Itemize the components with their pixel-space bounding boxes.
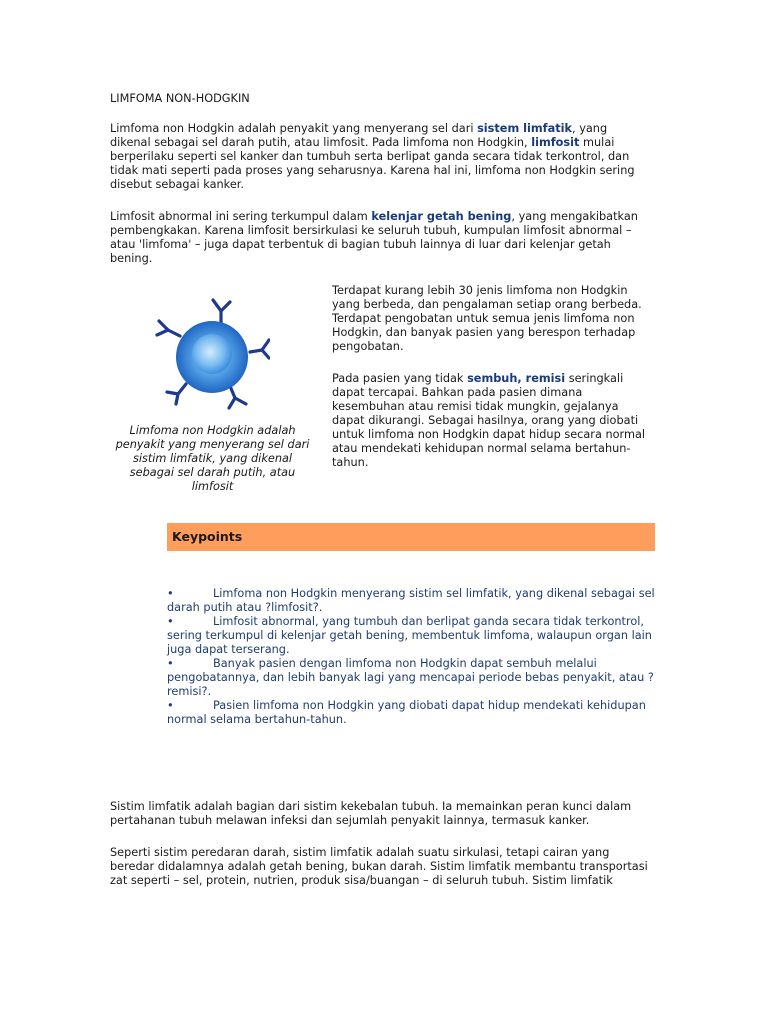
intro-paragraph [110, 122, 650, 192]
text: mulai berperilaku seperti sel kanker dan tumbuh serta berlipat ganda secara tidak terkontrol, dan tidak mati seperti pada proses yang seharusnya. Karena hal ini, limfoma non Hodgkin sering disebut sebagai kanker. [110, 136, 635, 191]
link-limfosit[interactable]: limfosit [531, 136, 580, 149]
text: seringkali dapat tercapai. Bahkan pada pasien dimana kesembuhan atau remisi tidak mungkin, gejalanya dapat dikurangi. Sebagai hasilnya, orang yang diobati untuk limfoma non Hodgkin dapat hidup secara normal atau mendekati kehidupan normal selama bertahun-tahun. [332, 372, 646, 469]
text: Limfosit abnormal ini sering terkumpul dalam [110, 210, 372, 223]
keypoints-list [167, 587, 657, 727]
keypoints-title: Keypoints [172, 529, 243, 544]
link-sembuh[interactable]: sembuh [467, 372, 518, 385]
text: Pada pasien yang tidak [332, 372, 468, 385]
lymphocyte-cell-icon [150, 290, 270, 420]
link-sistem-limfatik[interactable]: sistem limfatik [477, 122, 573, 135]
page-title: LIMFOMA NON-HODGKIN [110, 92, 250, 105]
lymph-node-paragraph [110, 210, 650, 266]
text: , yang mengakibatkan pembengkakan. Karena limfosit bersirkulasi ke seluruh tubuh, kumpulan limfosit abnormal – atau 'limfoma' – juga dapat terbentuk di bagian tubuh lainnya di luar dari kelenjar getah bening. [110, 210, 638, 265]
keypoints-header [167, 523, 655, 551]
link-separator: , [517, 372, 526, 385]
link-kelenjar-getah-bening[interactable]: kelenjar getah bening [371, 210, 512, 223]
bullet-icon: • [167, 587, 174, 600]
remission-paragraph [332, 372, 652, 470]
list-item [167, 699, 657, 727]
figure-caption: Limfoma non Hodgkin adalah penyakit yang menyerang sel dari sistim limfatik, yang dikenal sebagai sel darah putih, atau limfosit [115, 424, 310, 493]
lymphatic-system-paragraph: Sistim limfatik adalah bagian dari sistim kekebalan tubuh. Ia memainkan peran kunci dalam pertahanan tubuh melawan infeksi dan sejumlah penyakit lainnya, termasuk kanker. [110, 800, 632, 827]
list-item-text: Pasien limfoma non Hodgkin yang diobati dapat hidup mendekati kehidupan normal selama bertahun-tahun. [167, 699, 646, 726]
lymphocyte-illustration [150, 290, 270, 420]
bullet-icon: • [167, 615, 174, 628]
text: Limfoma non Hodgkin adalah penyakit yang menyerang sel dari [110, 122, 478, 135]
list-item [167, 587, 657, 615]
bullet-icon: • [167, 699, 174, 712]
text: , yang dikenal sebagai sel darah putih, atau limfosit. Pada limfoma non Hodgkin, [110, 122, 608, 149]
list-item [167, 657, 657, 699]
list-item-text: Limfosit abnormal, yang tumbuh dan berlipat ganda secara tidak terkontrol, sering terkumpul di kelenjar getah bening, membentuk limfoma, walaupun organ lain juga dapat terserang. [167, 615, 652, 656]
list-item-text: Banyak pasien dengan limfoma non Hodgkin dapat sembuh melalui pengobatannya, dan lebih banyak lagi yang mencapai periode bebas penyakit, atau ?remisi?. [167, 657, 654, 698]
bullet-icon: • [167, 657, 174, 670]
circulation-paragraph: Seperti sistim peredaran darah, sistim limfatik adalah suatu sirkulasi, tetapi cairan yang beredar didalamnya adalah getah bening, bukan darah. Sistim limfatik membantu transportasi zat seperti – sel, protein, nutrien, produk sisa/buangan – di seluruh tubuh. Sistim limfatik [110, 846, 648, 887]
types-paragraph: Terdapat kurang lebih 30 jenis limfoma non Hodgkin yang berbeda, dan pengalaman setiap orang berbeda. Terdapat pengobatan untuk semua jenis limfoma non Hodgkin, dan banyak pasien yang berespon terhadap pengobatan. [332, 284, 642, 353]
list-item-text: Limfoma non Hodgkin menyerang sistim sel limfatik, yang dikenal sebagai sel darah putih atau ?limfosit?. [167, 587, 655, 614]
link-remisi[interactable]: remisi [525, 372, 566, 385]
list-item [167, 615, 657, 657]
